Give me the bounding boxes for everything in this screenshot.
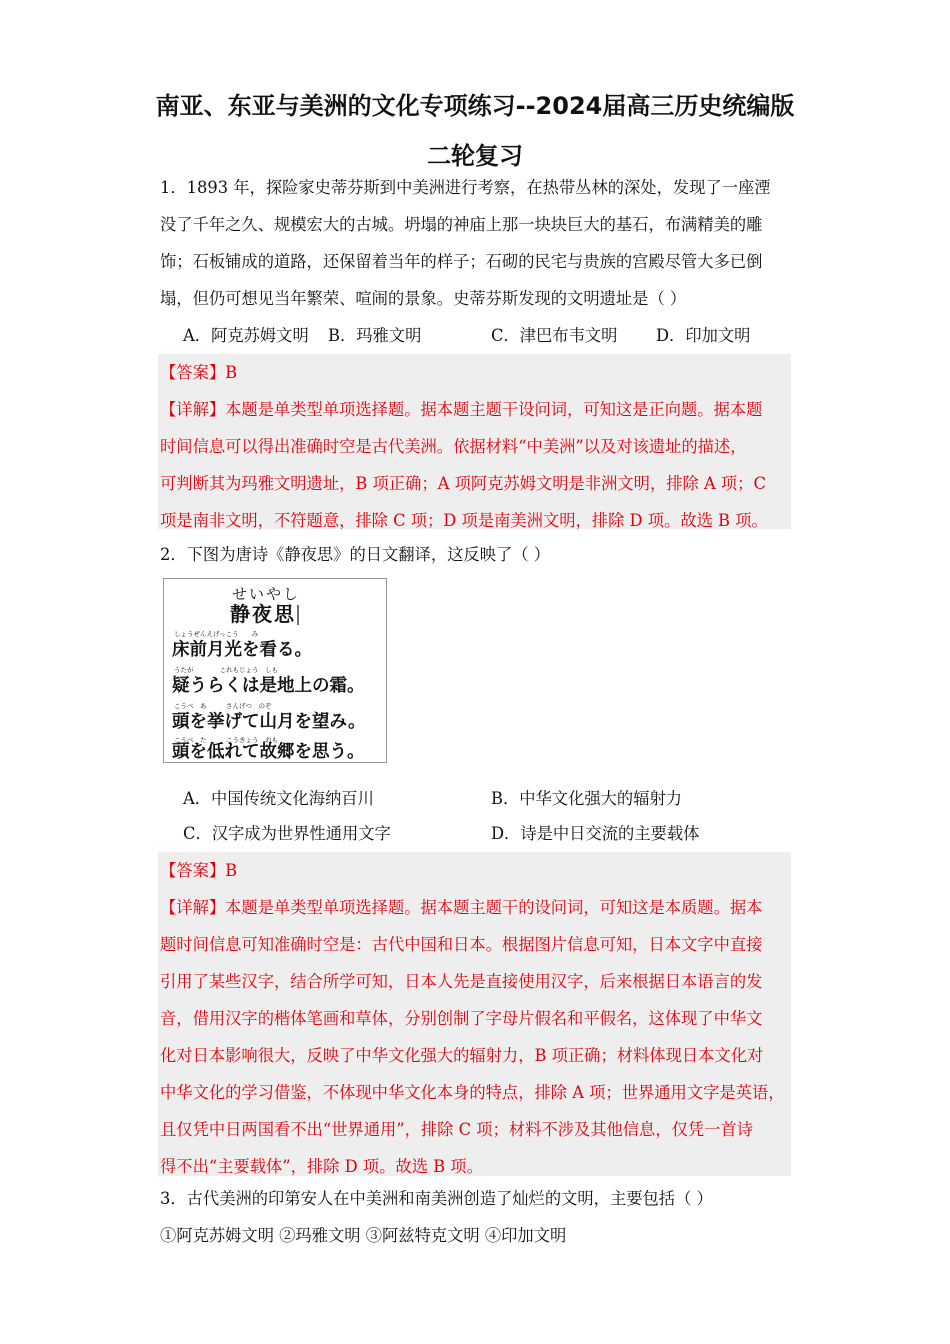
- poem-line-3: 頭を挙げて山月を望み。: [172, 712, 366, 732]
- q2-detail-line: 【详解】本题是单类型单项选择题。据本题主题干的设问词，可知这是本质题。据本: [160, 898, 763, 917]
- q2-option-d: D．诗是中日交流的主要载体: [491, 824, 700, 843]
- q1-stem-line: 没了千年之久、规模宏大的古城。坍塌的神庙上那一块块巨大的基石，布满精美的雕: [160, 215, 763, 234]
- q2-answer-block: [158, 852, 791, 1185]
- poem-ruby-4: こうべ た こうきょう おも: [174, 736, 278, 744]
- poem-line-1: 床前月光を看る。: [172, 640, 312, 660]
- q1-detail-line: 时间信息可以得出准确时空是古代美洲。依据材料“中美洲”以及对该遗址的描述，: [160, 437, 747, 456]
- q1-stem-line: 1．1893 年，探险家史蒂芬斯到中美洲进行考察，在热带丛林的深处，发现了一座湮: [160, 178, 771, 197]
- poem-line-2: 疑うらくは是地上の霜。: [172, 676, 365, 696]
- q2-answer-box: [158, 852, 791, 1176]
- q2-option-a: A．中国传统文化海纳百川: [183, 789, 374, 808]
- poem-title-furigana: せいやし: [232, 585, 301, 603]
- q1-detail-line: 项是南非文明，不符题意，排除 C 项；D 项是南美洲文明，排除 D 项。故选 B 项。: [160, 511, 768, 530]
- q1-detail-line: 可判断其为玛雅文明遗址，B 项正确；A 项阿克苏姆文明是非洲文明，排除 A 项；C: [160, 474, 766, 493]
- q1-answer-box: [158, 354, 791, 529]
- poem-line-4: 頭を低れて故郷を思う。: [172, 742, 365, 762]
- poem-image: [163, 578, 387, 763]
- poem-ruby-3: こうべ あ さんげつ のぞ: [174, 702, 272, 710]
- q2-detail-line: 音，借用汉字的楷体笔画和草体，分别创制了字母片假名和平假名，这体现了中华文: [160, 1009, 763, 1028]
- q1-answer-block: [158, 354, 791, 539]
- q1-option-b: B．玛雅文明: [328, 326, 422, 345]
- q2-detail-line: 化对日本影响很大，反映了中华文化强大的辐射力，B 项正确；材料体现日本文化对: [160, 1046, 764, 1065]
- q3-items-line: ①阿克苏姆文明 ②玛雅文明 ③阿兹特克文明 ④印加文明: [160, 1226, 567, 1245]
- q2-detail-line: 且仅凭中日两国看不出“世界通用”，排除 C 项；材料不涉及其他信息，仅凭一首诗: [160, 1120, 754, 1139]
- question-1-stem: [160, 169, 792, 317]
- q2-stem-line: 2．下图为唐诗《静夜思》的日文翻译，这反映了（ ）: [160, 545, 551, 564]
- q1-stem-line: 塌，但仍可想见当年繁荣、喧闹的景象。史蒂芬斯发现的文明遗址是（ ）: [160, 289, 687, 308]
- page-title: 南亚、东亚与美洲的文化专项练习--2024届高三历史统编版: [155, 92, 795, 120]
- q1-option-c: C．津巴布韦文明: [491, 326, 618, 345]
- question-3-stem: [160, 1180, 792, 1254]
- q1-option-a: A．阿克苏姆文明: [183, 326, 309, 345]
- q1-answer: 【答案】B: [160, 363, 238, 382]
- q2-option-b: B．中华文化强大的辐射力: [491, 789, 683, 808]
- poem-svg: [164, 579, 386, 762]
- q2-option-c: C．汉字成为世界性通用文字: [183, 824, 391, 843]
- page-subtitle: 二轮复习: [427, 142, 523, 170]
- q2-detail-line: 题时间信息可知准确时空是：古代中国和日本。根据图片信息可知，日本文字中直接: [160, 935, 763, 954]
- poem-ruby-1: しょうぜんえげっこう み: [174, 630, 259, 638]
- q2-detail-line: 引用了某些汉字，结合所学可知，日本人先是直接使用汉字，后来根据日本语言的发: [160, 972, 763, 991]
- q2-detail-line: 得不出“主要载体”，排除 D 项。故选 B 项。: [160, 1157, 483, 1176]
- q1-detail-line: 【详解】本题是单类型单项选择题。据本题主题干设问词，可知这是正向题。据本题: [160, 400, 763, 419]
- q3-stem-line: 3．古代美洲的印第安人在中美洲和南美洲创造了灿烂的文明，主要包括（ ）: [160, 1189, 713, 1208]
- poem-title: 静夜思: [230, 602, 296, 626]
- poem-ruby-2: うたが これもじょう しも: [174, 666, 278, 674]
- q1-stem-line: 饰；石板铺成的道路，还保留着当年的样子；石砌的民宅与贵族的宫殿尽管大多已倒: [160, 252, 763, 271]
- q1-option-d: D．印加文明: [656, 326, 751, 345]
- q2-detail-line: 中华文化的学习借鉴，不体现中华文化本身的特点，排除 A 项；世界通用文字是英语，: [160, 1083, 785, 1102]
- q2-answer: 【答案】B: [160, 861, 238, 880]
- question-2-stem: [160, 536, 792, 573]
